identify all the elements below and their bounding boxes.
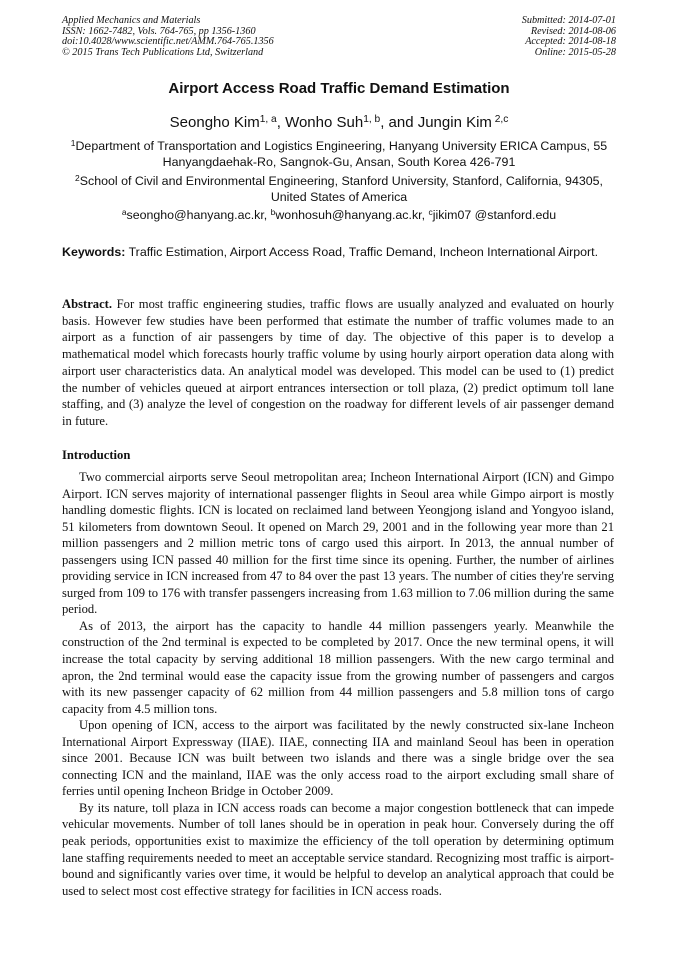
journal-copyright: © 2015 Trans Tech Publications Ltd, Switzerland xyxy=(62,46,264,58)
accepted-date: Accepted: 2014-08-18 xyxy=(525,36,616,48)
email-link[interactable]: jikim07 @stanford.edu xyxy=(432,208,557,222)
email-link[interactable]: wonhosuh@hanyang.ac.kr, xyxy=(275,208,429,222)
email-mark: c xyxy=(428,206,433,217)
email-mark: b xyxy=(270,206,276,217)
abstract-label: Abstract. xyxy=(62,297,113,311)
author-name: Jungin Kim xyxy=(417,114,492,131)
keywords-text: Traffic Estimation, Airport Access Road, Traffic Demand, Incheon International Airport. xyxy=(125,245,599,259)
paragraph: Two commercial airports serve Seoul metropolitan area; Incheon International Airport (ICN) and Gimpo Airport. ICN serves majority of international passenger flights in Seoul area while Gimpo airport is mostly handling domestic flights. ICN is located on reclaimed land between Yeongjong island and Yongyoo island, 51 kilometers from downtown Seoul. It opened on March 29, 2001 and in the following year more than 21 million passengers and 2 million metric tons of cargo used this airport. In 2013, the annual number of passengers using ICN passed 40 million for the first time since its opening. Further, the number of airlines providing service in ICN increased from 47 to 84 over the past 13 years. The number of cities they're serving surged from 109 to 176 with transfer passengers increasing from 1.63 million to 7.06 million during the same period. xyxy=(62,470,614,617)
affiliation-text: Department of Transportation and Logistics Engineering, Hanyang University ERICA Campus, 55 Hanyangdaehak-Ro, Sangnok-Gu, Ansan, South Korea 426-791 xyxy=(75,139,608,169)
introduction-heading: Introduction xyxy=(62,448,131,462)
author-affiliation-mark: 1, b xyxy=(363,113,381,125)
author-name: Seongho Kim xyxy=(169,114,260,131)
paragraph: Upon opening of ICN, access to the airport was facilitated by the newly constructed six-lane Incheon International Airport Expressway (IIAE). IIAE, connecting IIA and mainland Seoul has been in operation since 2001. Because ICN was built between two islands and there was a single bridge over the sea connecting ICN and the mainland, IIAE was the only access road to the airport excluding small share of ferries until opening Incheon Bridge in October 2009. xyxy=(62,718,614,799)
journal-issn: ISSN: 1662-7482, Vols. 764-765, pp 1356-1360 xyxy=(62,25,256,37)
journal-name: Applied Mechanics and Materials xyxy=(62,15,201,26)
author-separator: , xyxy=(276,114,286,131)
abstract xyxy=(62,296,614,430)
affiliation-number: 2 xyxy=(75,172,80,183)
author-emails xyxy=(0,208,678,222)
author-separator: , and xyxy=(380,114,418,131)
email-mark: a xyxy=(121,206,127,217)
journal-header xyxy=(62,16,274,58)
keywords xyxy=(62,245,616,259)
author-affiliation-mark: 1, a xyxy=(259,113,277,125)
dates-header xyxy=(522,16,616,58)
affiliation-1 xyxy=(62,138,616,170)
affiliation-text: School of Civil and Environmental Engineering, Stanford University, Stanford, California, 94305, United States of America xyxy=(79,174,603,204)
paper-title: Airport Access Road Traffic Demand Estimation xyxy=(168,80,510,97)
email-link[interactable]: seongho@hanyang.ac.kr, xyxy=(126,208,271,222)
paragraph: As of 2013, the airport has the capacity to handle 44 million passengers yearly. Meanwhile the construction of the 2nd terminal is expected to be completed by 2017. Once the new terminal opens, it will increase the total capacity by serving additional 18 million passengers. With the new cargo terminal and apron, the 2nd terminal would ease the capacity issue from the growing number of passengers and cargos with its new passenger capacity of 62 million from 44 million passengers and 5.8 million tons of cargo capacity from 4.5 million tons. xyxy=(62,618,614,716)
affiliation-2 xyxy=(62,173,616,205)
paragraph: By its nature, toll plaza in ICN access roads can become a major congestion bottleneck that can impede vehicular movements. Number of toll lanes should be in operation in peak hour. Conversely during the off peak periods, opportunities exist to maximize the efficiency of the toll operation by determining optimum lane staffing requirements needed to meet an acceptable service standard. Recognizing most traffic is airport-bound and significantly varies over time, it would be helpful to develop an analytical approach that could be used to select most cost effective strategy for facilities in ICN access roads. xyxy=(62,800,614,898)
author-affiliation-mark: 2,c xyxy=(491,113,509,125)
keywords-label: Keywords: xyxy=(62,245,126,259)
author-list xyxy=(0,114,678,131)
submitted-date: Submitted: 2014-07-01 xyxy=(521,15,616,26)
introduction-body xyxy=(62,469,614,899)
affiliation-number: 1 xyxy=(70,137,76,148)
author-name: Wonho Suh xyxy=(285,114,364,131)
online-date: Online: 2015-05-28 xyxy=(534,46,616,58)
journal-doi: doi:10.4028/www.scientific.net/AMM.764-765.1356 xyxy=(62,36,274,48)
revised-date: Revised: 2014-08-06 xyxy=(530,25,616,37)
abstract-text: For most traffic engineering studies, traffic flows are usually analyzed and evaluated on hourly basis. However few studies have been performed that estimate the number of traffic volumes made to an airport as a function of air passengers by time of day. The objective of this paper is to develop a mathematical model which forecasts hourly traffic volume by using hourly airport operation data along with airport user characteristics data. An analytical model was developed. This model can be used to (1) predict the number of vehicles queued at airport entrances intersection or toll plaza, (2) predict optimum toll lane staffing, and (3) analyze the level of congestion on the roadway for different levels of air passenger demand in future. xyxy=(62,297,614,428)
